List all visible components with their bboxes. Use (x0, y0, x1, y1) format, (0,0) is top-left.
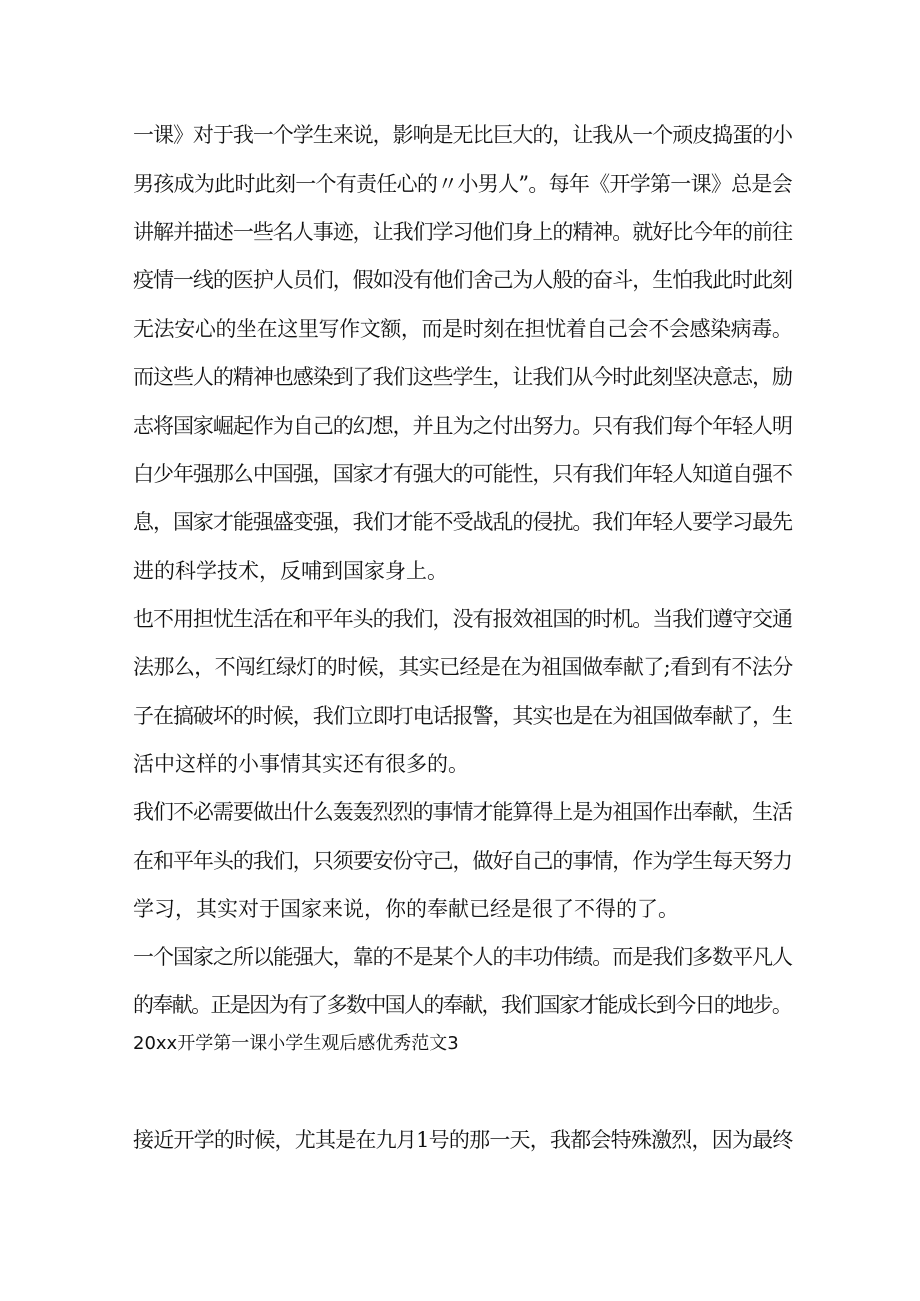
text-line: 男孩成为此时此刻一个有责任心的〃小男人”。每年《开学第一课》总是会 (133, 172, 792, 196)
text-line: 志将国家崛起作为自己的幻想，并且为之付出努力。只有我们每个年轻人明 (133, 414, 793, 438)
text-line: 一课》对于我一个学生来说，影响是无比巨大的，让我从一个顽皮捣蛋的小 (133, 123, 793, 147)
text-line: 疫情一线的医护人员们，假如没有他们舍己为人般的奋斗，生怕我此时此刻 (133, 268, 793, 292)
text-line: 息，国家才能强盛变强，我们才能不受战乱的侵扰。我们年轻人要学习最先 (133, 510, 793, 534)
text-line: 我们不必需要做出什么轰轰烈烈的事情才能算得上是为祖国作出奉献，生活 (133, 800, 793, 824)
text-line: 法那么，不闯红绿灯的时候，其实已经是在为祖国做奉献了;看到有不法分 (133, 655, 793, 679)
text-line: 无法安心的坐在这里写作文额，而是时刻在担忧着自己会不会感染病毒。 (133, 317, 793, 341)
text-line: 也不用担忧生活在和平年头的我们，没有报效祖国的时机。当我们遵守交通 (133, 607, 793, 631)
text-line: 白少年强那么中国强，国家才有强大的可能性，只有我们年轻人知道自强不 (133, 462, 793, 486)
text-line: 接近开学的时候，尤其是在九月1号的那一天，我都会特殊激烈，因为最终 (133, 1128, 793, 1152)
text-line: 而这些人的精神也感染到了我们这些学生，让我们从今时此刻坚决意志，励 (133, 365, 793, 389)
text-line: 活中这样的小事情其实还有很多的。 (133, 752, 469, 776)
section-heading: 20xx开学第一课小学生观后感优秀范文3 (133, 1033, 459, 1054)
text-line: 进的科学技术，反哺到国家身上。 (133, 559, 448, 583)
text-line: 一个国家之所以能强大，靠的不是某个人的丰功伟绩。而是我们多数平凡人 (133, 945, 793, 969)
text-line: 学习，其实对于国家来说，你的奉献已经是很了不得的了。 (133, 897, 679, 921)
text-line: 讲解并描述一些名人事迹，让我们学习他们身上的精神。就好比今年的前往 (133, 220, 793, 244)
text-line: 的奉献。正是因为有了多数中国人的奉献，我们国家才能成长到今日的地步。 (133, 993, 792, 1017)
text-line: 在和平年头的我们，只须要安份守己，做好自己的事情，作为学生每天努力 (133, 849, 793, 873)
text-line: 子在搞破坏的时候，我们立即打电话报警，其实也是在为祖国做奉献了，生 (133, 704, 793, 728)
